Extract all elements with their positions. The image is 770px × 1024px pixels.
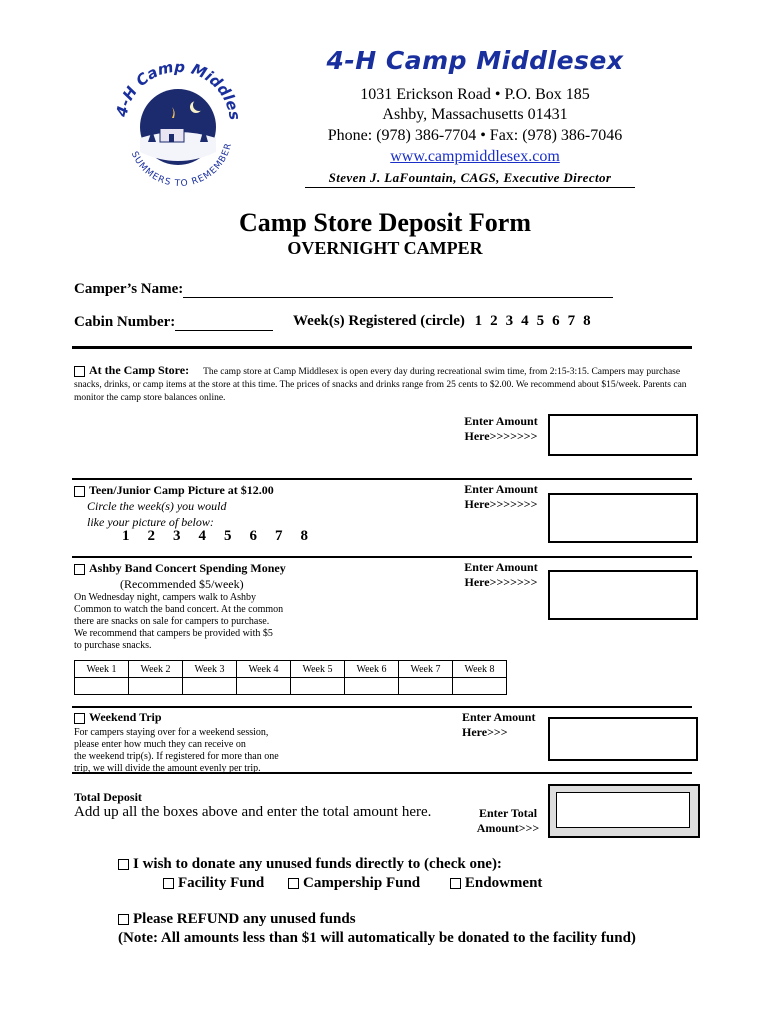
refund-label: Please REFUND any unused funds: [133, 911, 356, 927]
checkbox-icon[interactable]: [74, 486, 85, 497]
total-amount-box[interactable]: [556, 792, 690, 828]
week-option[interactable]: 2: [490, 313, 498, 329]
checkbox-icon[interactable]: [288, 878, 299, 889]
band-weeks-table: [74, 660, 507, 695]
picture-amount-box[interactable]: [548, 493, 698, 543]
picture-week-option[interactable]: 2: [147, 528, 155, 544]
week-amount-cell[interactable]: [345, 678, 399, 695]
amount-label-line: Amount>>>: [476, 821, 540, 835]
table-row: [75, 661, 507, 678]
refund-note: (Note: All amounts less than $1 will automatically be donated to the facility fund): [118, 930, 636, 946]
weekend-amount-box[interactable]: [548, 717, 698, 761]
website-link[interactable]: www.campmiddlesex.com: [390, 148, 560, 165]
week-option[interactable]: 8: [583, 313, 591, 329]
total-amount-label: [470, 806, 546, 836]
weeks-registered-label: Week(s) Registered (circle): [293, 313, 465, 329]
week-header-cell: Week 5: [291, 661, 345, 678]
band-recommended: (Recommended $5/week): [120, 577, 244, 591]
week-amount-cell[interactable]: [453, 678, 507, 695]
picture-amount-label: [458, 482, 544, 512]
camper-name-label: Camper’s Name:: [74, 281, 184, 297]
section-divider: [72, 346, 692, 349]
donate-options: [163, 875, 542, 892]
picture-week-option[interactable]: 4: [198, 528, 206, 544]
campership-fund-option[interactable]: [288, 875, 420, 891]
week-header-cell: Week 6: [345, 661, 399, 678]
week-header-cell: Week 4: [237, 661, 291, 678]
band-text-line: On Wednesday night, campers walk to Ashby: [74, 592, 257, 603]
facility-fund-option[interactable]: [163, 875, 264, 891]
total-instruction: Add up all the boxes above and enter the total amount here.: [74, 804, 432, 820]
amount-label-line: Enter Total: [478, 806, 538, 820]
total-heading: Total Deposit: [74, 790, 142, 804]
band-amount-label: [458, 560, 544, 590]
band-text-line: to purchase snacks.: [74, 640, 152, 651]
address-line-1: 1031 Erickson Road • P.O. Box 185: [360, 86, 590, 103]
weekend-text-line: trip, we will divide the amount evenly per trip.: [74, 763, 261, 774]
weekend-text-line: the weekend trip(s). If registered for more than one: [74, 751, 279, 762]
picture-week-options: [122, 527, 326, 545]
option-label: Campership Fund: [303, 875, 421, 891]
band-text-line: We recommend that campers be provided with $5: [74, 628, 273, 639]
picture-instruction-1: Circle the week(s) you would: [87, 499, 227, 513]
svg-text:4-H Camp Middlesex: 4-H Camp Middles: [112, 57, 244, 122]
week-option[interactable]: 7: [567, 313, 576, 329]
amount-label-line: Here>>>: [462, 725, 508, 739]
phone-fax-line: Phone: (978) 386-7704 • Fax: (978) 386-7046: [327, 127, 623, 144]
picture-week-option[interactable]: 8: [300, 528, 308, 544]
camp-logo-icon: [108, 52, 248, 192]
camp-store-amount-box[interactable]: [548, 414, 698, 456]
band-description: [74, 592, 334, 652]
amount-label-line: Enter Amount: [464, 414, 538, 428]
amount-label-line: Enter Amount: [462, 710, 536, 724]
weekend-heading: Weekend Trip: [89, 710, 162, 724]
section-divider: [72, 556, 692, 558]
amount-label-line: Enter Amount: [464, 482, 538, 496]
endowment-option[interactable]: [450, 875, 543, 891]
week-amount-cell[interactable]: [75, 678, 129, 695]
weekend-text-line: please enter how much they can receive on: [74, 739, 246, 750]
week-header-cell: Week 2: [129, 661, 183, 678]
svg-text:SUMMERS TO REMEMBER: SUMMERS TO REMEMBER: [128, 141, 235, 190]
total-amount-box-frame: [548, 784, 700, 838]
section-divider: [72, 772, 692, 774]
band-section: [74, 561, 286, 592]
executive-director: Steven J. LaFountain, CAGS, Executive Director: [305, 170, 635, 188]
picture-week-option[interactable]: 5: [224, 528, 232, 544]
picture-week-option[interactable]: 3: [173, 528, 181, 544]
weekend-description: [74, 727, 334, 775]
section-divider: [72, 478, 692, 480]
camper-name-field[interactable]: [183, 281, 613, 298]
camp-store-text: The camp store at Camp Middlesex is open every day during recreational swim time, from 2:15-3:15. Campers may purchase snacks, drinks, or camp items at the store at this time. The prices of snacks and drinks range from 25 cents to $2.00. We recommend about $15/week. Parents can monitor the camp store balances online.: [74, 367, 687, 403]
section-divider: [72, 706, 692, 708]
checkbox-icon[interactable]: [118, 914, 129, 925]
checkbox-icon[interactable]: [450, 878, 461, 889]
week-header-cell: Week 8: [453, 661, 507, 678]
camper-name-row: [74, 280, 613, 298]
picture-section: [74, 483, 274, 530]
cabin-number-label: Cabin Number:: [74, 314, 176, 330]
amount-label-line: Enter Amount: [464, 560, 538, 574]
band-amount-box[interactable]: [548, 570, 698, 620]
weekend-text-line: For campers staying over for a weekend session,: [74, 727, 269, 738]
refund-row: [118, 911, 356, 928]
camp-logo: [108, 52, 248, 192]
week-header-cell: Week 1: [75, 661, 129, 678]
cabin-number-row: [74, 313, 273, 331]
option-label: Facility Fund: [178, 875, 265, 891]
weekend-section: [74, 710, 162, 725]
band-text-line: Common to watch the band concert. At the common: [74, 604, 284, 615]
amount-label-line: Here>>>>>>>: [464, 497, 538, 511]
week-option[interactable]: 5: [536, 313, 545, 329]
week-option[interactable]: 3: [505, 313, 514, 329]
donate-label: I wish to donate any unused funds directly to (check one):: [133, 856, 502, 872]
address-line-2: Ashby, Massachusetts 01431: [382, 106, 568, 123]
picture-week-option[interactable]: 6: [249, 528, 257, 544]
week-amount-cell[interactable]: [129, 678, 183, 695]
week-header-cell: Week 3: [183, 661, 237, 678]
week-amount-cell[interactable]: [237, 678, 291, 695]
week-option[interactable]: 1: [474, 313, 483, 329]
camp-store-heading: At the Camp Store:: [89, 363, 190, 377]
picture-week-option[interactable]: 1: [122, 528, 130, 544]
camp-store-section: [74, 364, 688, 405]
donate-row: [118, 856, 502, 873]
camp-store-amount-label: [458, 414, 544, 444]
picture-week-option[interactable]: 7: [275, 528, 283, 544]
camp-name: 4-H Camp Middlesex: [326, 46, 624, 75]
checkbox-icon[interactable]: [74, 713, 85, 724]
week-option[interactable]: 6: [552, 313, 560, 329]
checkbox-icon[interactable]: [163, 878, 174, 889]
checkbox-icon[interactable]: [118, 859, 129, 870]
band-text-line: there are snacks on sale for campers to purchase.: [74, 616, 270, 627]
option-label: Endowment: [464, 875, 543, 891]
amount-label-line: Here>>>>>>>: [464, 575, 538, 589]
picture-instruction-2: like your picture of below:: [87, 515, 214, 529]
week-amount-cell[interactable]: [399, 678, 453, 695]
cabin-number-field[interactable]: [175, 314, 273, 331]
picture-heading: Teen/Junior Camp Picture at $12.00: [89, 483, 274, 497]
checkbox-icon[interactable]: [74, 366, 85, 377]
amount-label-line: Here>>>>>>>: [464, 429, 538, 443]
table-row: [75, 678, 507, 695]
form-subtitle: OVERNIGHT CAMPER: [287, 238, 483, 258]
weeks-registered: [293, 313, 591, 330]
week-amount-cell[interactable]: [183, 678, 237, 695]
form-title: Camp Store Deposit Form: [239, 208, 531, 237]
week-amount-cell[interactable]: [291, 678, 345, 695]
week-header-cell: Week 7: [399, 661, 453, 678]
band-heading: Ashby Band Concert Spending Money: [89, 561, 286, 575]
week-option[interactable]: 4: [521, 313, 529, 329]
checkbox-icon[interactable]: [74, 564, 85, 575]
weekend-amount-label: [462, 710, 548, 740]
